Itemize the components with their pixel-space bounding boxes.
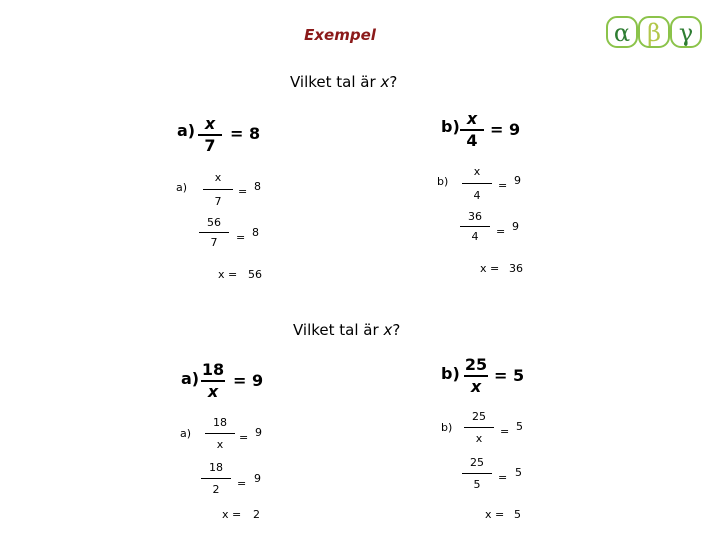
fraction-numerator: 18 — [213, 416, 227, 429]
heading-text: Vilket tal är — [293, 321, 384, 339]
step-rhs: 9 — [254, 472, 261, 485]
fraction-denominator: 4 — [471, 230, 479, 243]
fraction-bar — [203, 189, 233, 190]
fraction-numerator: x — [214, 171, 222, 184]
fraction-numerator: 25 — [470, 456, 484, 469]
fraction-bar — [199, 232, 229, 233]
section-heading-bottom — [293, 321, 400, 339]
problem-b-label: b) — [441, 364, 460, 383]
step-equals: = — [498, 179, 508, 192]
fraction-bar — [462, 183, 492, 184]
problem-a-equals: = 9 — [233, 371, 264, 390]
step-fraction — [464, 411, 494, 444]
fraction-denominator: x — [207, 382, 219, 401]
step-fraction — [205, 417, 235, 450]
fraction-denominator: 7 — [210, 236, 218, 249]
fraction-denominator: 7 — [214, 195, 222, 208]
fraction-numerator: 18 — [201, 360, 225, 379]
fraction-denominator: x — [470, 377, 482, 396]
step-rhs: 9 — [512, 220, 519, 233]
svg-text:α: α — [613, 19, 631, 47]
problem-b-label: b) — [441, 117, 460, 136]
heading-suffix: ? — [392, 321, 401, 339]
step-label: a) — [176, 181, 188, 194]
step-equals: = — [500, 425, 510, 438]
result-rhs: 56 — [248, 268, 262, 281]
problem-a-label: a) — [181, 369, 200, 388]
fraction-numerator: 56 — [207, 216, 221, 229]
fraction-denominator: 2 — [212, 483, 220, 496]
step-rhs: 5 — [516, 420, 523, 433]
step-equals: = — [498, 471, 508, 484]
svg-text:γ: γ — [678, 19, 694, 47]
result-lhs: x = — [218, 268, 238, 281]
step-equals: = — [237, 477, 247, 490]
fraction-denominator: 7 — [204, 136, 216, 155]
fraction-bar — [464, 427, 494, 428]
section-heading-top — [290, 73, 397, 91]
fraction-denominator: 4 — [473, 189, 481, 202]
result-lhs: x = — [222, 508, 242, 521]
step-equals: = — [236, 231, 246, 244]
heading-variable: x — [383, 321, 393, 339]
step-label: a) — [180, 427, 192, 440]
step-rhs: 9 — [255, 426, 262, 439]
problem-b-fraction — [460, 111, 484, 149]
step-rhs: 8 — [252, 226, 259, 239]
fraction-denominator: x — [216, 438, 224, 451]
problem-b-equals: = 5 — [494, 366, 525, 385]
fraction-bar — [460, 226, 490, 227]
fraction-numerator: x — [473, 165, 481, 178]
fraction-numerator: 18 — [209, 461, 223, 474]
fraction-numerator: 25 — [464, 355, 488, 374]
step-equals: = — [238, 185, 248, 198]
step-label: b) — [437, 175, 449, 188]
step-fraction — [199, 217, 229, 248]
svg-text:β: β — [647, 19, 661, 47]
step-fraction — [460, 211, 490, 242]
step-rhs: 8 — [254, 180, 261, 193]
result-rhs: 5 — [514, 508, 521, 521]
step-rhs: 5 — [515, 466, 522, 479]
heading-variable: x — [380, 73, 390, 91]
fraction-numerator: 25 — [472, 410, 486, 423]
result-rhs: 36 — [509, 262, 523, 275]
fraction-denominator: 4 — [466, 131, 478, 150]
problem-a-label: a) — [177, 121, 196, 140]
step-equals: = — [496, 225, 506, 238]
heading-suffix: ? — [389, 73, 398, 91]
step-fraction — [203, 172, 233, 207]
fraction-bar — [205, 433, 235, 434]
fraction-numerator: x — [466, 109, 478, 128]
step-label: b) — [441, 421, 453, 434]
fraction-bar — [462, 473, 492, 474]
fraction-numerator: 36 — [468, 210, 482, 223]
step-fraction — [462, 457, 492, 490]
step-fraction — [201, 462, 231, 495]
problem-a-equals: = 8 — [230, 124, 261, 143]
fraction-denominator: 5 — [473, 478, 481, 491]
fraction-numerator: x — [204, 114, 216, 133]
fraction-bar — [201, 478, 231, 479]
heading-text: Vilket tal är — [290, 73, 381, 91]
step-equals: = — [239, 431, 249, 444]
result-lhs: x = — [480, 262, 500, 275]
alpha-beta-gamma-logo — [606, 14, 702, 50]
problem-a-fraction — [201, 362, 225, 400]
result-lhs: x = — [485, 508, 505, 521]
problem-b-fraction — [464, 357, 488, 395]
step-rhs: 9 — [514, 174, 521, 187]
fraction-denominator: x — [475, 432, 483, 445]
problem-b-equals: = 9 — [490, 120, 521, 139]
problem-a-fraction — [198, 116, 222, 154]
page-title: Exempel — [304, 26, 376, 44]
result-rhs: 2 — [253, 508, 260, 521]
step-fraction — [462, 166, 492, 201]
